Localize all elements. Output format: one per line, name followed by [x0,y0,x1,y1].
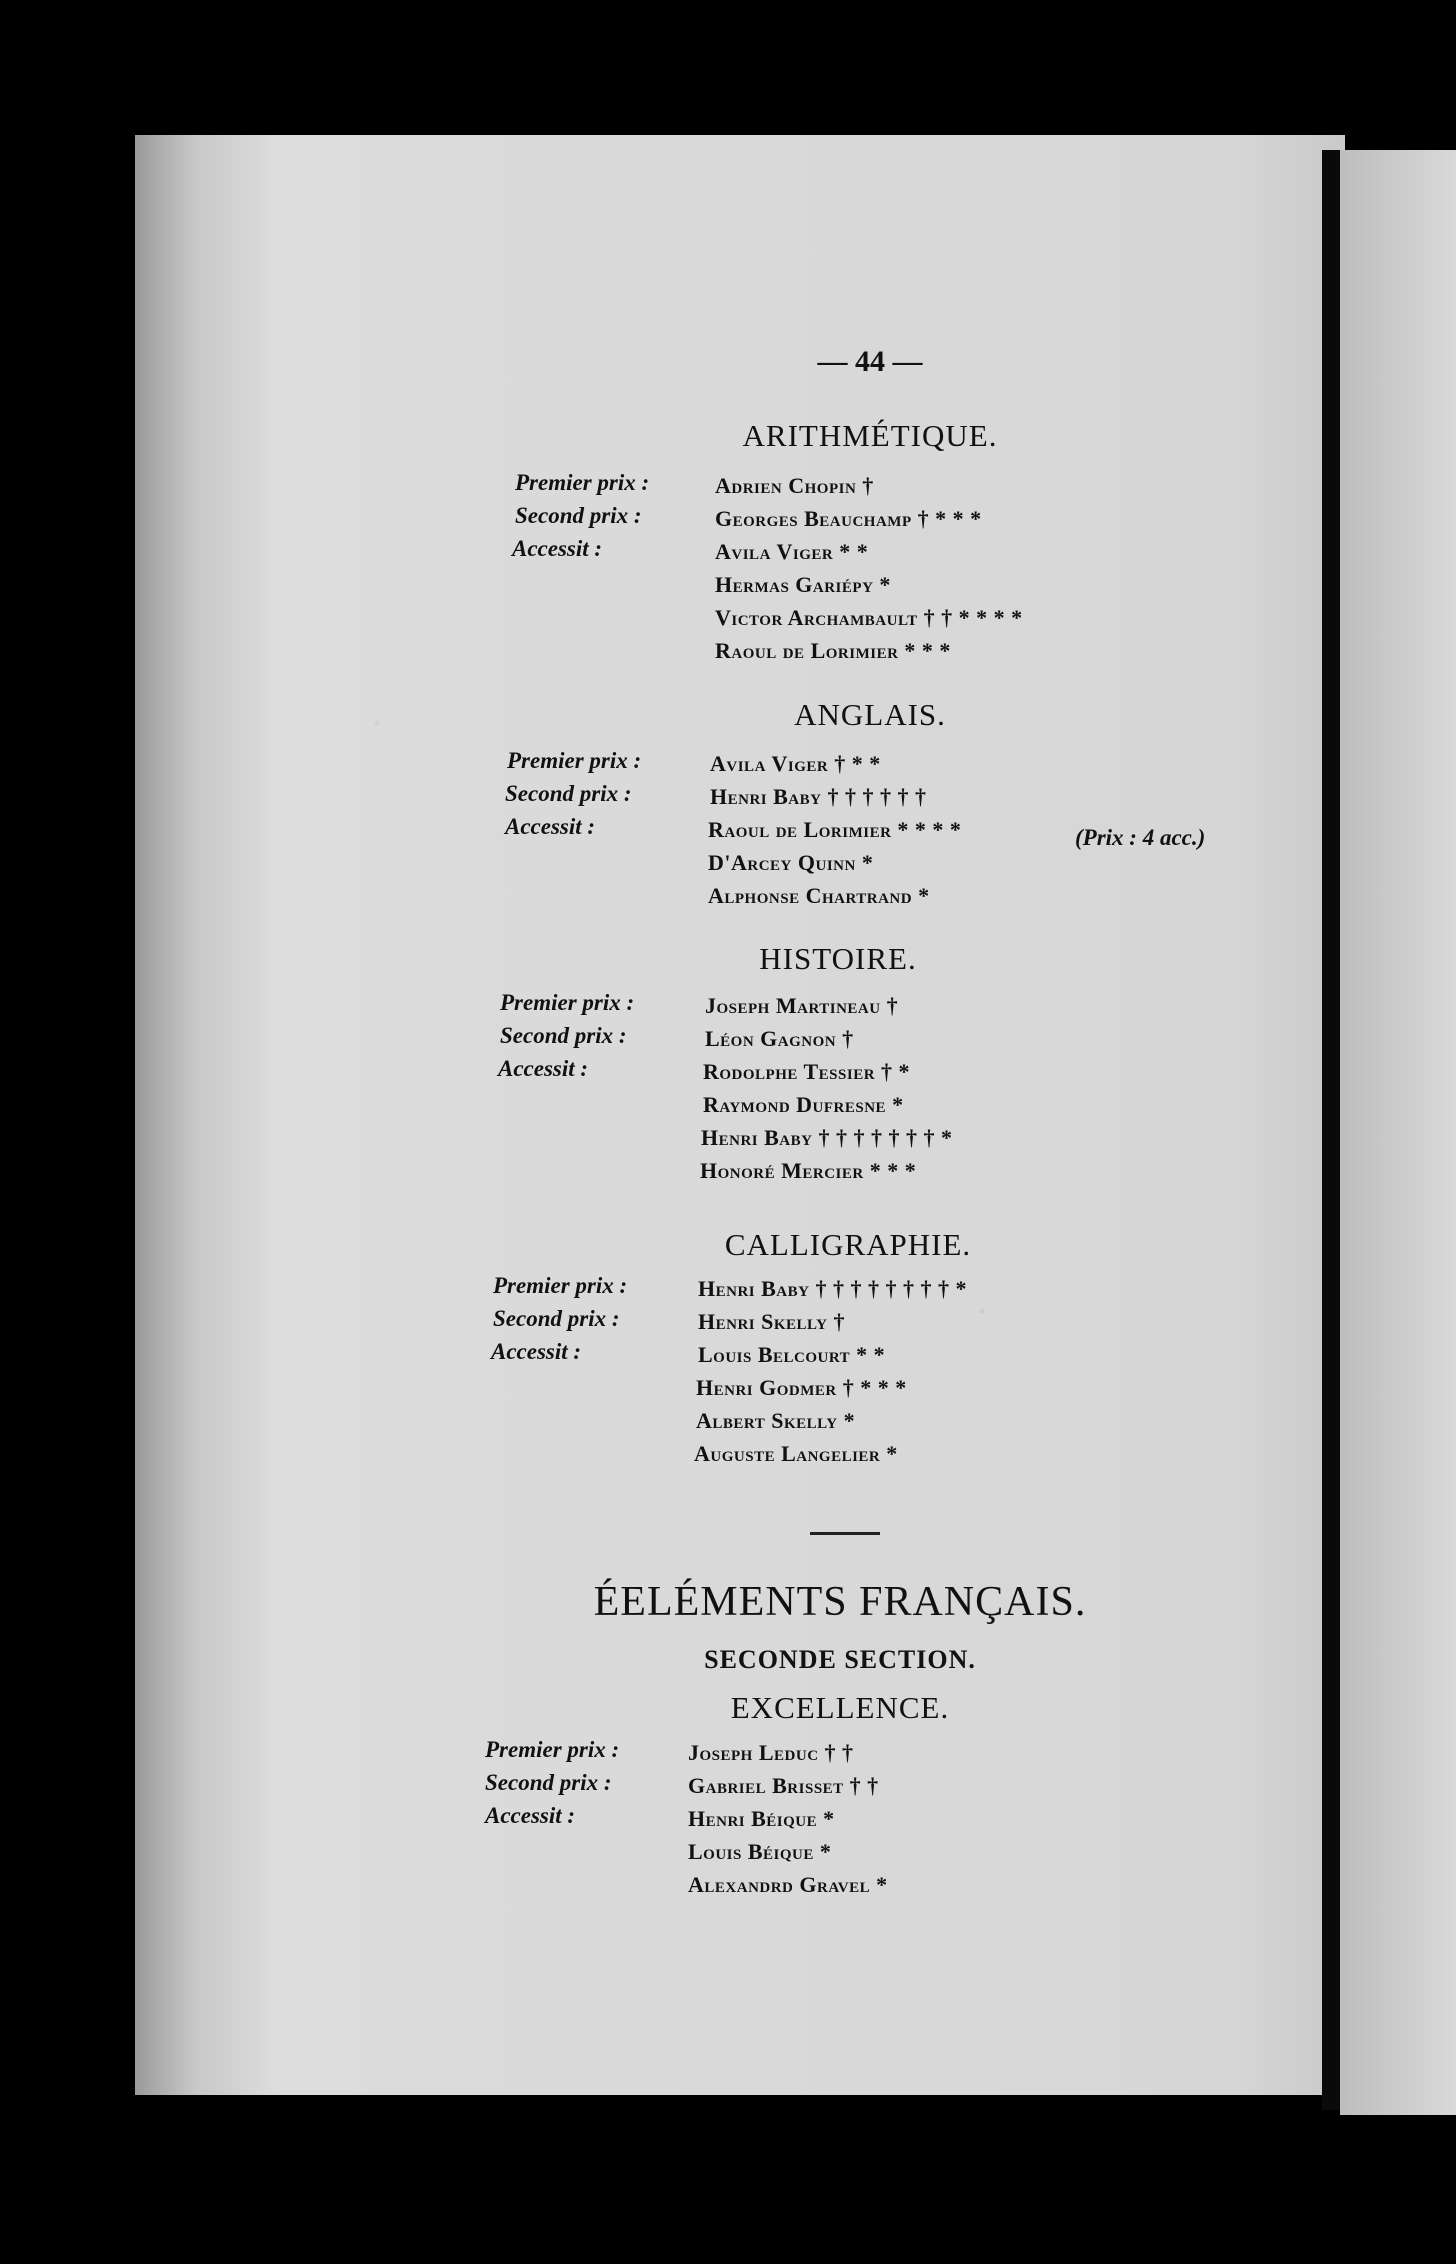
section-divider [810,1532,880,1535]
list-item: Henri Baby † † † † † † † * [701,1125,953,1150]
label-premier-prix: Premier prix : [500,990,635,1015]
list-item: Henri Baby † † † † † † † † * [698,1276,967,1301]
section-title-anglais: ANGLAIS. [794,697,946,732]
section-title-histoire: HISTOIRE. [759,941,917,976]
label-second-prix: Second prix : [485,1770,612,1795]
label-premier-prix: Premier prix : [485,1737,620,1762]
list-item: Raoul de Lorimier * * * [715,638,951,663]
list-item: Hermas Gariépy * [715,572,891,597]
list-item: D'Arcey Quinn * [708,850,874,875]
page-gutter [1322,150,1340,2110]
list-item: Georges Beauchamp † * * * [715,506,982,531]
list-item: Alexandrd Gravel * [688,1872,888,1897]
label-premier-prix: Premier prix : [493,1273,628,1298]
list-item: Joseph Martineau † [705,993,899,1018]
list-item: Léon Gagnon † [705,1026,854,1051]
label-second-prix: Second prix : [515,503,642,528]
adjacent-page [1340,150,1456,2115]
list-item: Raoul de Lorimier * * * * [708,817,962,842]
subsection-heading: EXCELLENCE. [730,1690,950,1725]
label-second-prix: Second prix : [500,1023,627,1048]
label-second-prix: Second prix : [505,781,632,806]
list-item: Alphonse Chartrand * [708,883,930,908]
list-item: Raymond Dufresne * [703,1092,904,1117]
list-item: Victor Archambault † † * * * * [715,605,1023,630]
section-title-calligraphie: CALLIGRAPHIE. [724,1227,972,1262]
subsection-title: SECONDE SECTION. [704,1645,976,1674]
label-second-prix: Second prix : [493,1306,620,1331]
label-accessit: Accessit : [491,1339,582,1364]
label-accessit: Accessit : [498,1056,589,1081]
page-number: — 44 — [817,345,923,378]
label-premier-prix: Premier prix : [507,748,642,773]
list-item: Louis Béique * [688,1839,832,1864]
list-item: Henri Godmer † * * * [696,1375,907,1400]
list-item: Avila Viger * * [715,539,869,564]
list-item: Honoré Mercier * * * [700,1158,917,1183]
list-item: Rodolphe Tessier † * [703,1059,911,1084]
section-title-arithmetique: ARITHMÉTIQUE. [742,418,998,453]
list-item: Joseph Leduc † † [688,1740,854,1765]
list-item: Avila Viger † * * [710,751,881,776]
list-item: Gabriel Brisset † † [688,1773,879,1798]
label-premier-prix: Premier prix : [515,470,650,495]
list-item: Auguste Langelier * [694,1441,898,1466]
label-accessit: Accessit : [485,1803,576,1828]
list-item: Adrien Chopin † [715,473,874,498]
label-accessit: Accessit : [505,814,596,839]
list-item: Henri Skelly † [698,1309,845,1334]
main-section-title: ÉELÉMENTS FRANÇAIS. [593,1579,1087,1625]
label-accessit: Accessit : [512,536,603,561]
list-item: Henri Béique * [688,1806,835,1831]
list-item: Albert Skelly * [696,1408,856,1433]
list-item: Louis Belcourt * * [698,1342,886,1367]
list-item: Henri Baby † † † † † † [710,784,927,809]
prize-note: (Prix : 4 acc.) [1075,825,1206,850]
